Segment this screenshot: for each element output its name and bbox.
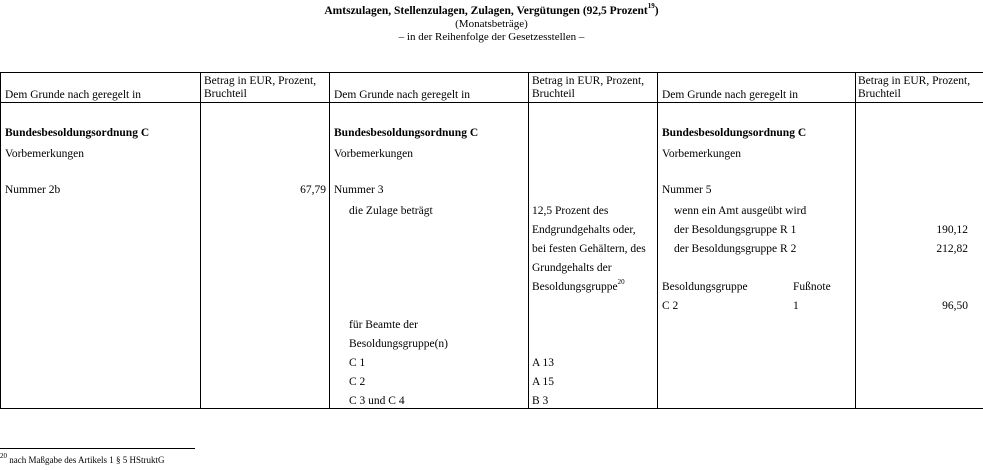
section-heading: Bundesbesoldungsordnung C (5, 127, 150, 139)
column-divider (200, 72, 201, 409)
page-subtitle-order: – in der Reihenfolge der Gesetzesstellen – (398, 31, 585, 43)
table-row-label: C 1 (349, 357, 366, 369)
subtable-amount: 96,50 (942, 300, 968, 312)
column-header-reason: Dem Grunde nach geregelt in (334, 89, 471, 101)
item-label: Nummer 3 (334, 184, 384, 196)
table-row-value: A 15 (532, 376, 555, 388)
column-divider (329, 72, 330, 409)
table-row-value: 190,12 (936, 224, 968, 236)
section-heading: Bundesbesoldungsordnung C (334, 127, 479, 139)
item-text: für Beamte der (349, 319, 418, 331)
footnote-separator (0, 448, 195, 449)
allowance-table (0, 72, 983, 409)
section-subheading: Vorbemerkungen (334, 148, 413, 160)
footnote-ref: 20 (617, 278, 625, 286)
footnote: $^{20}$ nach Maßgabe des Artikels 1 § 5 HStruktG (0, 452, 165, 465)
table-row-value: A 13 (532, 357, 555, 369)
column-divider (528, 72, 529, 409)
subtable-header-group: Besoldungsgruppe (662, 281, 748, 293)
table-row-label: der Besoldungsgruppe R 1 (674, 224, 797, 236)
item-text: wenn ein Amt ausgeübt wird (674, 205, 807, 217)
table-row-value: B 3 (532, 395, 549, 407)
table-row-value: 212,82 (936, 243, 968, 255)
subtable-header-footnote: Fußnote (793, 281, 831, 293)
item-label: Nummer 5 (662, 184, 712, 196)
table-row-label: C 3 und C 4 (349, 395, 405, 407)
item-value-line: Besoldungsgruppe$^{20}$ (532, 278, 625, 293)
column-header-reason: Dem Grunde nach geregelt in (5, 89, 142, 101)
item-value-line: bei festen Gehältern, des (532, 243, 646, 255)
item-text: die Zulage beträgt (349, 205, 433, 217)
table-row-label: C 2 (349, 376, 366, 388)
subtable-group: C 2 (662, 300, 679, 312)
page-title: Amtszulagen, Stellenzulagen, Zulagen, Vergütungen (92,5 Prozent$^{19}$) (324, 2, 659, 17)
column-divider (657, 72, 658, 409)
table-border-left (0, 72, 1, 409)
item-label: Nummer 2b (5, 184, 61, 196)
subtable-footnote: 1 (793, 300, 799, 312)
item-value-line: Grundgehalts der (532, 262, 612, 274)
column-divider (855, 72, 856, 409)
section-heading: Bundesbesoldungsordnung C (662, 127, 807, 139)
column-header-amount: Betrag in EUR, Prozent, Bruchteil (858, 75, 971, 100)
item-text: Besoldungsgruppe(n) (349, 338, 449, 350)
page-subtitle: (Monatsbeträge) (455, 18, 528, 30)
item-value-line: Endgrundgehalts oder, (532, 224, 636, 236)
header-divider (0, 102, 983, 103)
item-amount: 67,79 (300, 184, 326, 196)
section-subheading: Vorbemerkungen (662, 148, 741, 160)
column-header-reason: Dem Grunde nach geregelt in (662, 89, 799, 101)
table-row-label: der Besoldungsgruppe R 2 (674, 243, 797, 255)
column-header-amount: Betrag in EUR, Prozent, Bruchteil (532, 75, 645, 100)
section-subheading: Vorbemerkungen (5, 148, 84, 160)
item-value-line: 12,5 Prozent des (532, 205, 609, 217)
column-header-amount: Betrag in EUR, Prozent, Bruchteil (204, 75, 317, 100)
